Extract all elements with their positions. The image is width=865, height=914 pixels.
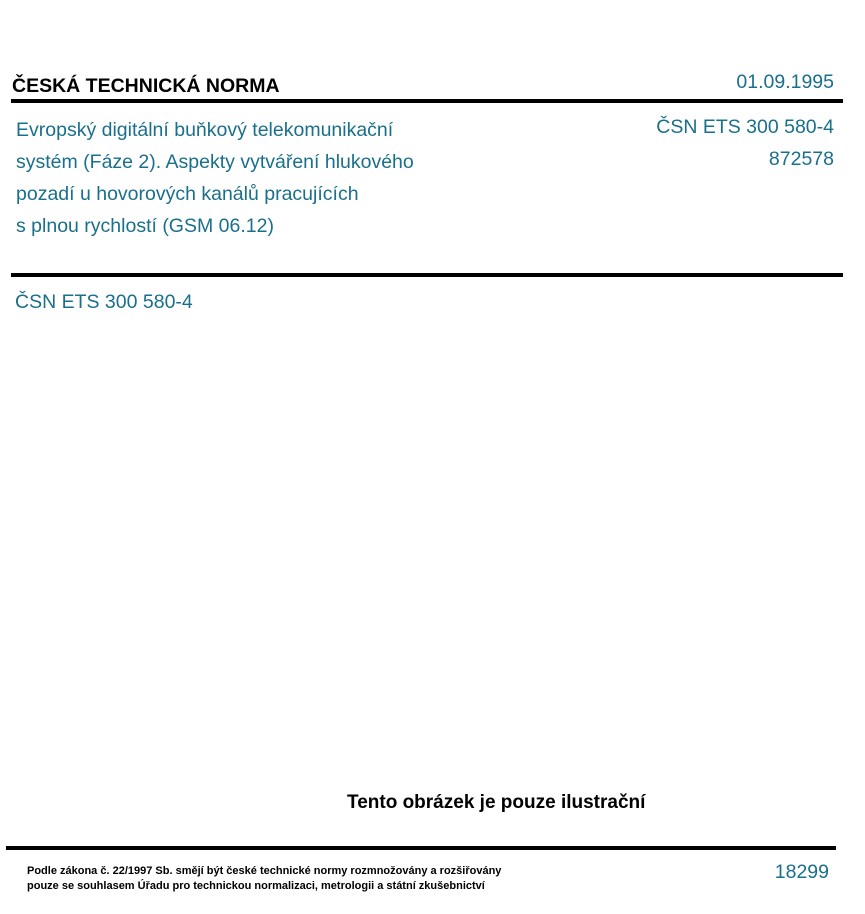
footer-divider [6, 846, 836, 850]
classification-number: 872578 [768, 148, 834, 170]
illustration-notice: Tento obrázek je pouze ilustrační [347, 792, 646, 813]
document-title [16, 114, 536, 242]
page-title: ČESKÁ TECHNICKÁ NORMA [12, 75, 280, 97]
document-title-line: systém (Fáze 2). Aspekty vytváření hlukového [16, 151, 414, 173]
legal-notice-line: pouze se souhlasem Úřadu pro technickou normalizaci, metrologii a státní zkušebnictví [27, 880, 485, 892]
standard-number: ČSN ETS 300 580-4 [656, 116, 834, 138]
legal-notice-line: Podle zákona č. 22/1997 Sb. smějí být české technické normy rozmnožovány a rozšiřovány [27, 865, 502, 877]
document-title-line: Evropský digitální buňkový telekomunikační [16, 119, 394, 141]
document-code: 18299 [774, 861, 829, 883]
document-title-line: s plnou rychlostí (GSM 06.12) [16, 215, 274, 237]
section-divider [11, 273, 843, 277]
header-divider [11, 99, 843, 103]
document-title-line: pozadí u hovorových kanálů pracujících [16, 183, 359, 205]
standard-reference: ČSN ETS 300 580-4 [15, 291, 193, 313]
publication-date: 01.09.1995 [736, 71, 834, 93]
legal-notice [27, 864, 501, 894]
